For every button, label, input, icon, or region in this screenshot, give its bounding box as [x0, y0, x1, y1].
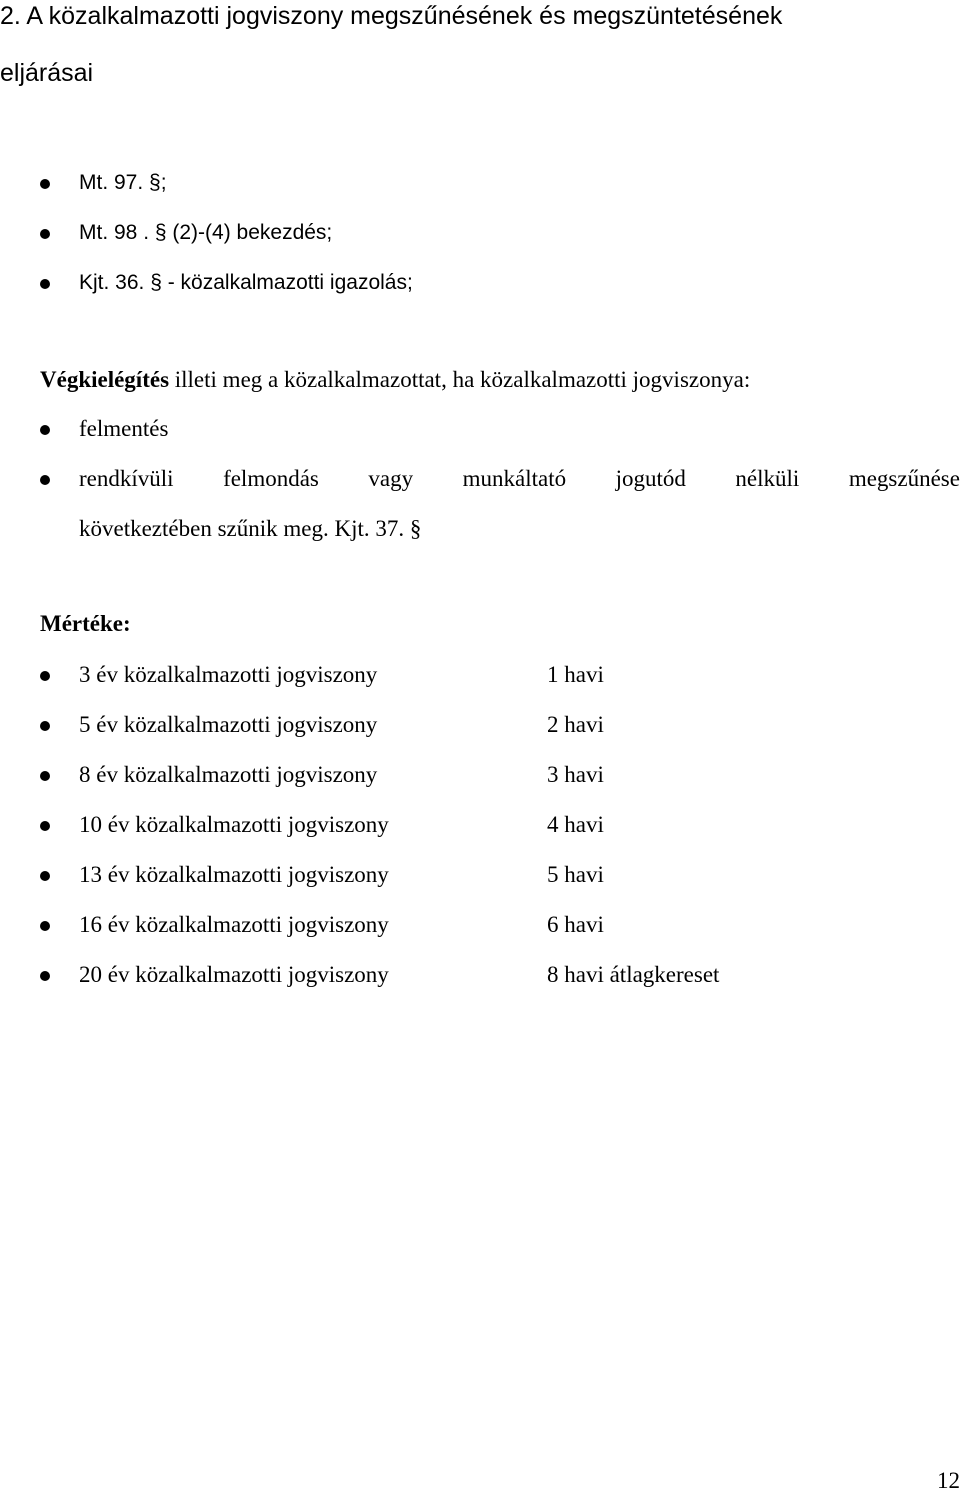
amount-label: Mértéke: [40, 611, 131, 636]
amount-value: 1 havi [547, 662, 604, 687]
amount-years: 13 év közalkalmazotti jogviszony [79, 862, 389, 887]
bullet-icon [40, 971, 50, 981]
bullet-icon [40, 771, 50, 781]
amount-years: 5 év közalkalmazotti jogviszony [79, 712, 378, 737]
page-number: 12 [937, 1468, 960, 1493]
amount-value: 5 havi [547, 862, 604, 887]
legal-ref-text: Mt. 98 . § (2)-(4) bekezdés; [79, 221, 333, 244]
severance-condition-text: rendkívüli felmondás vagy munkáltató jogutód nélküli megszűnése [79, 466, 960, 491]
amount-years: 3 év közalkalmazotti jogviszony [79, 662, 378, 687]
bullet-icon [40, 821, 50, 831]
bullet-icon [40, 425, 50, 435]
bullet-icon [40, 179, 50, 189]
amount-value: 2 havi [547, 712, 604, 737]
severance-condition-continuation: következtében szűnik meg. Kjt. 37. § [79, 516, 422, 541]
amount-years: 16 év közalkalmazotti jogviszony [79, 912, 389, 937]
bullet-icon [40, 279, 50, 289]
amount-years: 10 év közalkalmazotti jogviszony [79, 812, 389, 837]
severance-intro-text: illeti meg a közalkalmazottat, ha közalkalmazotti jogviszonya: [169, 367, 751, 392]
amount-value: 3 havi [547, 762, 604, 787]
amount-years: 8 év közalkalmazotti jogviszony [79, 762, 378, 787]
bullet-icon [40, 921, 50, 931]
legal-ref-text: Kjt. 36. § - közalkalmazotti igazolás; [79, 271, 413, 294]
bullet-icon [40, 229, 50, 239]
bullet-icon [40, 871, 50, 881]
heading-line-2: eljárásai [0, 59, 94, 87]
legal-ref-text: Mt. 97. §; [79, 171, 167, 194]
severance-condition-text: felmentés [79, 416, 169, 441]
severance-intro [40, 365, 750, 395]
severance-term: Végkielégítés [40, 367, 170, 392]
amount-value: 6 havi [547, 912, 604, 937]
bullet-icon [40, 475, 50, 485]
bullet-icon [40, 721, 50, 731]
amount-value: 8 havi átlagkereset [547, 962, 720, 987]
bullet-icon [40, 671, 50, 681]
amount-years: 20 év közalkalmazotti jogviszony [79, 962, 389, 987]
amount-value: 4 havi [547, 812, 604, 837]
heading-line-1: 2. A közalkalmazotti jogviszony megszűnésének és megszüntetésének [0, 2, 783, 30]
